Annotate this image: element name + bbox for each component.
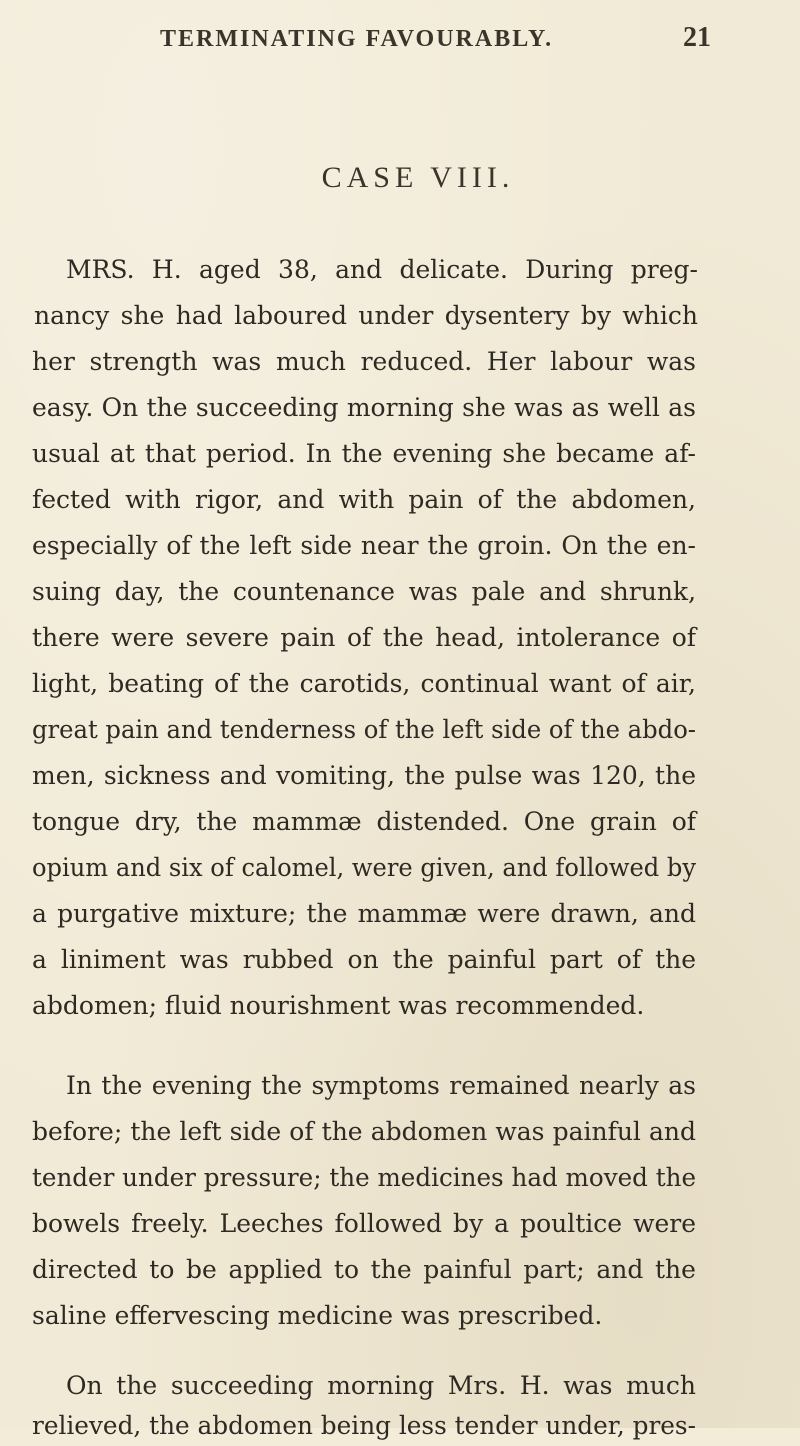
paragraph-3-line-2: relieved, the abdomen being less tender under, pres- <box>32 1411 696 1440</box>
paragraph-1-line-8: suing day, the countenance was pale and shrunk, <box>32 577 697 606</box>
paragraph-1-line-3: her strength was much reduced. Her labour was <box>32 347 696 376</box>
paragraph-1-line-9: there were severe pain of the head, intolerance of <box>32 623 697 652</box>
paragraph-2-line-3: tender under pressure; the medicines had moved the <box>32 1163 697 1192</box>
case-heading: CASE VIII. <box>321 161 515 194</box>
paragraph-1-line-11: great pain and tenderness of the left side of the abdo- <box>32 715 697 744</box>
paragraph-1-line-7: especially of the left side near the groin. On the en- <box>32 531 696 560</box>
paragraph-1-line-16: a liniment was rubbed on the painful part of the <box>32 945 697 974</box>
paragraph-1-line-5: usual at that period. In the evening she became af- <box>32 439 696 468</box>
paragraph-1-line-17: abdomen; fluid nourishment was recommended. <box>32 991 645 1020</box>
paragraph-1-line-15: a purgative mixture; the mammæ were drawn, and <box>32 899 696 928</box>
paragraph-1-line-2: nancy she had laboured under dysentery by which <box>34 301 698 330</box>
paragraph-2-line-4: bowels freely. Leeches followed by a poultice were <box>32 1209 697 1238</box>
paragraph-2-line-6: saline effervescing medicine was prescribed. <box>32 1301 603 1330</box>
paragraph-1-line-4: easy. On the succeeding morning she was as well as <box>32 393 696 422</box>
paragraph-2-line-2: before; the left side of the abdomen was painful and <box>32 1117 697 1146</box>
paragraph-1-line-13: tongue dry, the mammæ distended. One grain of <box>32 807 697 836</box>
running-title: TERMINATING FAVOURABLY. <box>160 26 554 52</box>
paragraph-2-line-1: In the evening the symptoms remained nearly as <box>66 1071 696 1100</box>
paragraph-1-line-14: opium and six of calomel, were given, and followed by <box>32 853 697 882</box>
paragraph-2-line-5: directed to be applied to the painful part; and the <box>32 1255 696 1284</box>
paragraph-1-line-6: fected with rigor, and with pain of the abdomen, <box>32 485 696 514</box>
paragraph-3-line-1: On the succeeding morning Mrs. H. was much <box>66 1371 696 1400</box>
paragraph-1-line-1: MRS. H. aged 38, and delicate. During preg- <box>66 255 698 284</box>
running-head <box>0 22 800 58</box>
paragraph-1-line-12: men, sickness and vomiting, the pulse was 120, the <box>32 761 696 790</box>
paragraph-1-line-10: light, beating of the carotids, continual want of air, <box>32 669 696 698</box>
page-number: 21 <box>683 22 711 53</box>
